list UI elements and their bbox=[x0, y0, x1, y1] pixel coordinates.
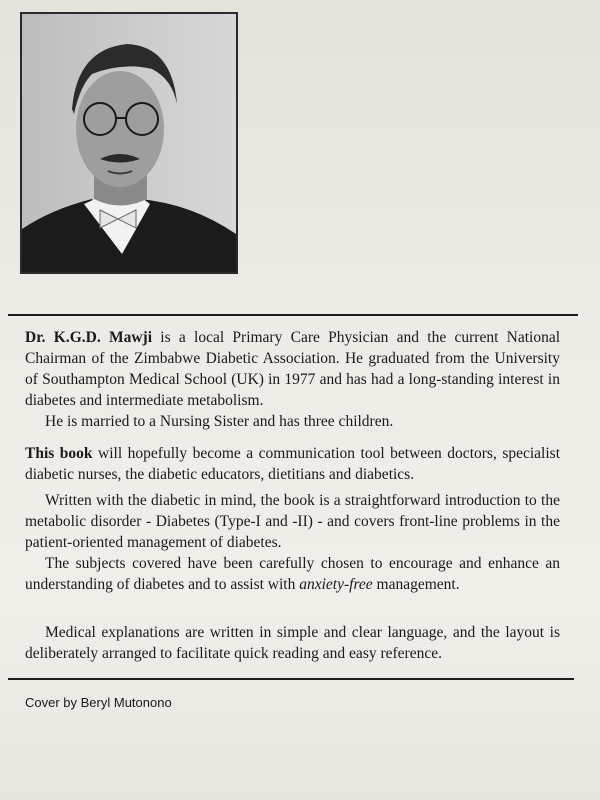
book-intro-text: will hopefully become a communication tool between doctors, specialist diabetic nurses, the diabetic educators, dietitians and diabetics. bbox=[25, 445, 560, 483]
author-bio-text: is a local Primary Care Physician and the current National Chairman of the Zimbabwe Diabetic Association. He graduated from the University of Southampton Medical School (UK) in 1977 and has had a long-standing interest in diabetes and intermediate metabolism. bbox=[25, 329, 561, 409]
book-subjects bbox=[25, 553, 560, 595]
book-subjects-text-a: The subjects covered have been carefully chosen to encourage and enhance an understanding of diabetes and to assist with bbox=[25, 555, 560, 593]
top-divider bbox=[8, 314, 578, 316]
book-subjects-emphasis: anxiety-free bbox=[299, 576, 373, 593]
book-explanations bbox=[25, 622, 560, 664]
book-subjects-text-b: management. bbox=[372, 576, 460, 593]
bottom-divider bbox=[8, 678, 574, 680]
book-lead: This book bbox=[25, 445, 93, 462]
book-intro bbox=[25, 443, 560, 485]
author-name: Dr. K.G.D. Mawji bbox=[25, 329, 153, 346]
author-photo bbox=[20, 12, 238, 274]
cover-credit: Cover by Beryl Mutonono bbox=[25, 695, 172, 710]
book-written-text: Written with the diabetic in mind, the book is a straightforward introduction to the metabolic disorder - Diabetes (Type-I and -II) - and covers front-line problems in the patient-oriented management of diabetes. bbox=[25, 492, 560, 551]
book-written bbox=[25, 490, 560, 553]
book-explanations-text: Medical explanations are written in simple and clear language, and the layout is deliberately arranged to facilitate quick reading and easy reference. bbox=[25, 624, 560, 662]
author-bio bbox=[25, 327, 560, 411]
author-family-text: He is married to a Nursing Sister and has three children. bbox=[45, 413, 394, 430]
author-family bbox=[25, 411, 560, 432]
